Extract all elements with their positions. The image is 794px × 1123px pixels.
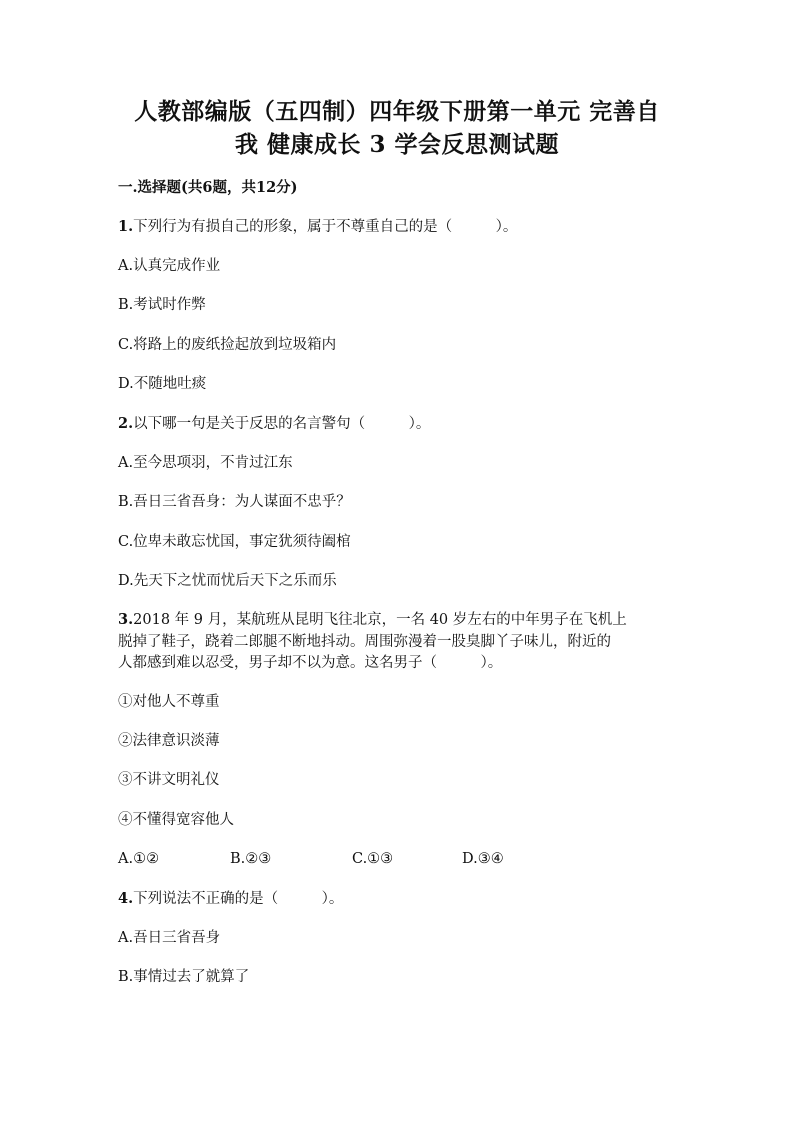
section-heading: 一.选择题(共6题，共12分) xyxy=(118,179,298,196)
document-title-line-2: 我 健康成长 3 学会反思测试题 xyxy=(234,131,560,158)
question-stem: 以下哪一句是关于反思的名言警句（ ）。 xyxy=(133,416,431,432)
question-3-statement-3: ③不讲文明礼仪 xyxy=(118,772,220,788)
question-3-statement-4: ④不懂得宽容他人 xyxy=(118,812,234,828)
question-2-option-d: D.先天下之忧而忧后天下之乐而乐 xyxy=(118,573,337,589)
question-3-line-1 xyxy=(118,610,688,630)
question-3-option-d: D.③④ xyxy=(462,851,504,867)
question-3-option-c: C.①③ xyxy=(352,851,394,867)
question-2-option-a: A.至今思项羽，不肯过江东 xyxy=(118,455,293,471)
question-3-options xyxy=(118,849,688,869)
question-2-option-c: C.位卑未敢忘忧国，事定犹须待阖棺 xyxy=(118,534,351,550)
question-3-option-b: B.②③ xyxy=(230,851,272,867)
question-2 xyxy=(118,414,688,434)
question-stem: 下列说法不正确的是（ ）。 xyxy=(133,891,344,907)
question-number: 3. xyxy=(118,611,134,628)
question-3-line-3: 人都感到难以忍受，男子却不以为意。这名男子（ ）。 xyxy=(118,655,503,671)
question-1-option-a: A.认真完成作业 xyxy=(118,258,221,274)
question-3-option-a: A.①② xyxy=(118,851,160,867)
question-4 xyxy=(118,889,688,909)
question-1-option-b: B.考试时作弊 xyxy=(118,297,206,313)
question-4-option-b: B.事情过去了就算了 xyxy=(118,969,250,985)
question-stem-line: 2018 年 9 月，某航班从昆明飞往北京，一名 40 岁左右的中年男子在飞机上 xyxy=(133,612,627,628)
document-title-line-1: 人教部编版（五四制）四年级下册第一单元 完善自 xyxy=(134,98,660,125)
question-1-option-c: C.将路上的废纸捡起放到垃圾箱内 xyxy=(118,337,337,353)
question-number: 4. xyxy=(118,890,134,907)
question-3-statement-1: ①对他人不尊重 xyxy=(118,694,220,710)
question-3-line-2: 脱掉了鞋子，跷着二郎腿不断地抖动。周围弥漫着一股臭脚丫子味儿，附近的 xyxy=(118,634,611,650)
question-3-statement-2: ②法律意识淡薄 xyxy=(118,733,220,749)
question-number: 2. xyxy=(118,415,134,432)
question-1-option-d: D.不随地吐痰 xyxy=(118,376,207,392)
question-4-option-a: A.吾日三省吾身 xyxy=(118,930,221,946)
question-2-option-b: B.吾日三省吾身：为人谋面不忠乎？ xyxy=(118,494,351,510)
question-number: 1. xyxy=(118,218,134,235)
question-1 xyxy=(118,217,688,237)
question-stem: 下列行为有损自己的形象，属于不尊重自己的是（ ）。 xyxy=(133,219,518,235)
